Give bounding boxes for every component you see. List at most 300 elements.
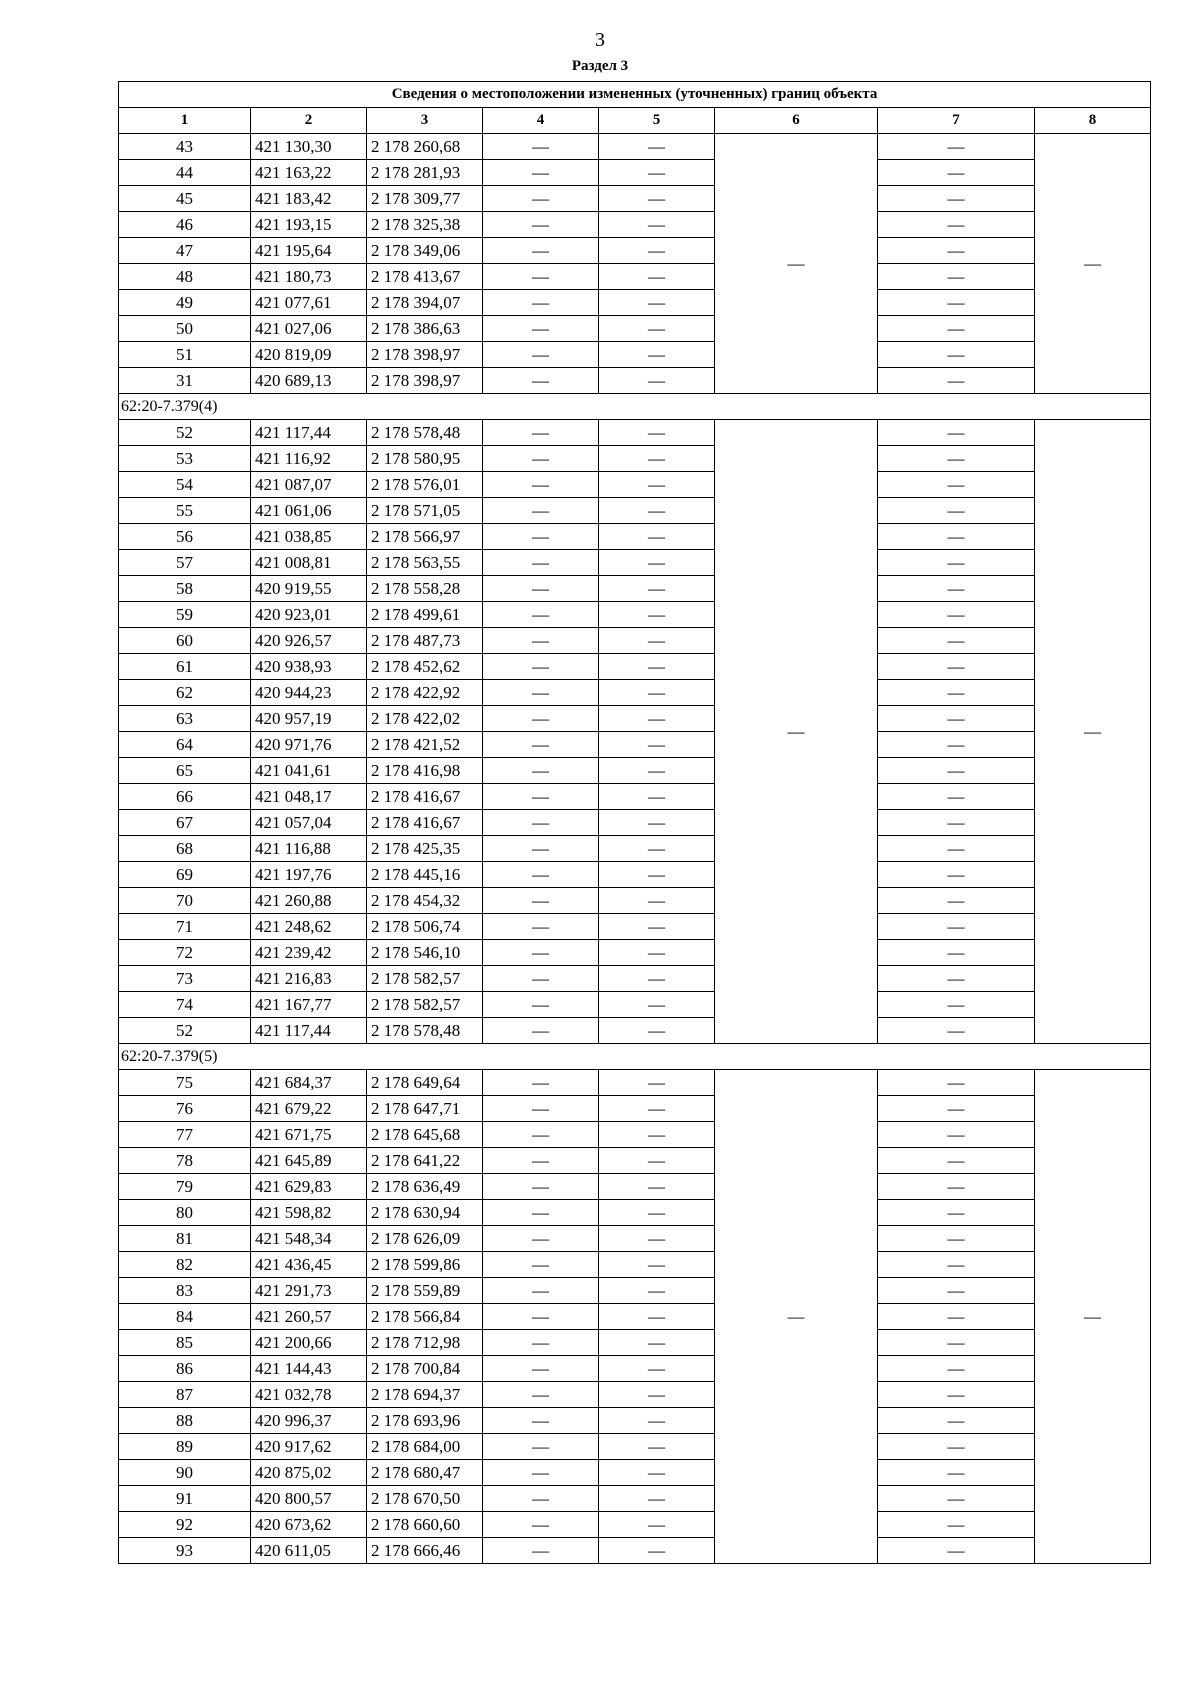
col6-merged-cell: — bbox=[715, 134, 878, 394]
col4-cell: — bbox=[483, 862, 599, 888]
col4-cell: — bbox=[483, 602, 599, 628]
x-coordinate-cell: 421 163,22 bbox=[251, 160, 367, 186]
table-row bbox=[119, 1304, 1151, 1330]
col4-cell: — bbox=[483, 784, 599, 810]
table-row bbox=[119, 1460, 1151, 1486]
point-number-cell: 77 bbox=[119, 1122, 251, 1148]
table-row bbox=[119, 1200, 1151, 1226]
col5-cell: — bbox=[599, 654, 715, 680]
col5-cell: — bbox=[599, 160, 715, 186]
col7-cell: — bbox=[878, 1434, 1035, 1460]
x-coordinate-cell: 420 957,19 bbox=[251, 706, 367, 732]
x-coordinate-cell: 420 875,02 bbox=[251, 1460, 367, 1486]
x-coordinate-cell: 420 611,05 bbox=[251, 1538, 367, 1564]
col7-cell: — bbox=[878, 368, 1035, 394]
point-number-cell: 78 bbox=[119, 1148, 251, 1174]
y-coordinate-cell: 2 178 445,16 bbox=[367, 862, 483, 888]
x-coordinate-cell: 421 200,66 bbox=[251, 1330, 367, 1356]
col4-cell: — bbox=[483, 966, 599, 992]
y-coordinate-cell: 2 178 712,98 bbox=[367, 1330, 483, 1356]
col5-cell: — bbox=[599, 1200, 715, 1226]
point-number-cell: 72 bbox=[119, 940, 251, 966]
col5-cell: — bbox=[599, 914, 715, 940]
point-number-cell: 75 bbox=[119, 1070, 251, 1096]
col5-cell: — bbox=[599, 498, 715, 524]
y-coordinate-cell: 2 178 425,35 bbox=[367, 836, 483, 862]
y-coordinate-cell: 2 178 421,52 bbox=[367, 732, 483, 758]
col7-cell: — bbox=[878, 550, 1035, 576]
point-number-cell: 59 bbox=[119, 602, 251, 628]
x-coordinate-cell: 421 180,73 bbox=[251, 264, 367, 290]
point-number-cell: 58 bbox=[119, 576, 251, 602]
y-coordinate-cell: 2 178 309,77 bbox=[367, 186, 483, 212]
col5-cell: — bbox=[599, 550, 715, 576]
table-row bbox=[119, 810, 1151, 836]
col7-cell: — bbox=[878, 1148, 1035, 1174]
col5-cell: — bbox=[599, 316, 715, 342]
y-coordinate-cell: 2 178 398,97 bbox=[367, 368, 483, 394]
y-coordinate-cell: 2 178 416,98 bbox=[367, 758, 483, 784]
table-row bbox=[119, 654, 1151, 680]
col7-cell: — bbox=[878, 1512, 1035, 1538]
col4-cell: — bbox=[483, 628, 599, 654]
point-number-cell: 90 bbox=[119, 1460, 251, 1486]
table-row bbox=[119, 1512, 1151, 1538]
col7-cell: — bbox=[878, 1174, 1035, 1200]
col7-cell: — bbox=[878, 1304, 1035, 1330]
col5-cell: — bbox=[599, 888, 715, 914]
y-coordinate-cell: 2 178 599,86 bbox=[367, 1252, 483, 1278]
col4-cell: — bbox=[483, 342, 599, 368]
point-number-cell: 50 bbox=[119, 316, 251, 342]
col4-cell: — bbox=[483, 446, 599, 472]
y-coordinate-cell: 2 178 694,37 bbox=[367, 1382, 483, 1408]
y-coordinate-cell: 2 178 281,93 bbox=[367, 160, 483, 186]
point-number-cell: 71 bbox=[119, 914, 251, 940]
col5-cell: — bbox=[599, 472, 715, 498]
col4-cell: — bbox=[483, 1382, 599, 1408]
y-coordinate-cell: 2 178 563,55 bbox=[367, 550, 483, 576]
col7-cell: — bbox=[878, 888, 1035, 914]
table-row bbox=[119, 732, 1151, 758]
col8-merged-cell: — bbox=[1035, 1070, 1151, 1564]
col7-cell: — bbox=[878, 134, 1035, 160]
col7-cell: — bbox=[878, 758, 1035, 784]
point-number-cell: 87 bbox=[119, 1382, 251, 1408]
table-row bbox=[119, 992, 1151, 1018]
x-coordinate-cell: 420 971,76 bbox=[251, 732, 367, 758]
x-coordinate-cell: 421 117,44 bbox=[251, 420, 367, 446]
table-row bbox=[119, 1538, 1151, 1564]
section-title: Раздел 3 bbox=[571, 58, 629, 74]
x-coordinate-cell: 421 216,83 bbox=[251, 966, 367, 992]
y-coordinate-cell: 2 178 582,57 bbox=[367, 992, 483, 1018]
table-row bbox=[119, 186, 1151, 212]
y-coordinate-cell: 2 178 680,47 bbox=[367, 1460, 483, 1486]
y-coordinate-cell: 2 178 506,74 bbox=[367, 914, 483, 940]
point-number-cell: 76 bbox=[119, 1096, 251, 1122]
col5-cell: — bbox=[599, 134, 715, 160]
table-row bbox=[119, 342, 1151, 368]
col7-cell: — bbox=[878, 1382, 1035, 1408]
col7-cell: — bbox=[878, 1330, 1035, 1356]
col7-cell: — bbox=[878, 1486, 1035, 1512]
col4-cell: — bbox=[483, 1486, 599, 1512]
col8-merged-cell: — bbox=[1035, 134, 1151, 394]
x-coordinate-cell: 420 926,57 bbox=[251, 628, 367, 654]
col7-cell: — bbox=[878, 1200, 1035, 1226]
col5-cell: — bbox=[599, 1486, 715, 1512]
y-coordinate-cell: 2 178 260,68 bbox=[367, 134, 483, 160]
x-coordinate-cell: 421 041,61 bbox=[251, 758, 367, 784]
table-row bbox=[119, 212, 1151, 238]
point-number-cell: 56 bbox=[119, 524, 251, 550]
col4-cell: — bbox=[483, 420, 599, 446]
col6-merged-cell: — bbox=[715, 1070, 878, 1564]
x-coordinate-cell: 420 944,23 bbox=[251, 680, 367, 706]
col5-cell: — bbox=[599, 1434, 715, 1460]
x-coordinate-cell: 420 919,55 bbox=[251, 576, 367, 602]
y-coordinate-cell: 2 178 693,96 bbox=[367, 1408, 483, 1434]
table-row bbox=[119, 576, 1151, 602]
col5-cell: — bbox=[599, 212, 715, 238]
y-coordinate-cell: 2 178 454,32 bbox=[367, 888, 483, 914]
x-coordinate-cell: 421 116,88 bbox=[251, 836, 367, 862]
col7-cell: — bbox=[878, 914, 1035, 940]
y-coordinate-cell: 2 178 630,94 bbox=[367, 1200, 483, 1226]
y-coordinate-cell: 2 178 394,07 bbox=[367, 290, 483, 316]
x-coordinate-cell: 421 057,04 bbox=[251, 810, 367, 836]
col7-cell: — bbox=[878, 290, 1035, 316]
col4-cell: — bbox=[483, 238, 599, 264]
col5-cell: — bbox=[599, 940, 715, 966]
y-coordinate-cell: 2 178 546,10 bbox=[367, 940, 483, 966]
table-row bbox=[119, 446, 1151, 472]
col4-cell: — bbox=[483, 1018, 599, 1044]
col7-cell: — bbox=[878, 1252, 1035, 1278]
col4-cell: — bbox=[483, 914, 599, 940]
col4-cell: — bbox=[483, 940, 599, 966]
y-coordinate-cell: 2 178 416,67 bbox=[367, 784, 483, 810]
col4-cell: — bbox=[483, 1070, 599, 1096]
table-row bbox=[119, 238, 1151, 264]
col4-cell: — bbox=[483, 1538, 599, 1564]
col5-cell: — bbox=[599, 810, 715, 836]
table-row bbox=[119, 1252, 1151, 1278]
object-group-row bbox=[119, 1044, 1151, 1070]
table-row bbox=[119, 1018, 1151, 1044]
col4-cell: — bbox=[483, 498, 599, 524]
x-coordinate-cell: 420 800,57 bbox=[251, 1486, 367, 1512]
x-coordinate-cell: 421 032,78 bbox=[251, 1382, 367, 1408]
x-coordinate-cell: 421 679,22 bbox=[251, 1096, 367, 1122]
col7-cell: — bbox=[878, 940, 1035, 966]
col5-cell: — bbox=[599, 1408, 715, 1434]
col5-cell: — bbox=[599, 238, 715, 264]
x-coordinate-cell: 420 938,93 bbox=[251, 654, 367, 680]
col4-cell: — bbox=[483, 524, 599, 550]
col7-cell: — bbox=[878, 238, 1035, 264]
y-coordinate-cell: 2 178 413,67 bbox=[367, 264, 483, 290]
table-row bbox=[119, 758, 1151, 784]
table-row bbox=[119, 680, 1151, 706]
col7-cell: — bbox=[878, 1096, 1035, 1122]
col7-cell: — bbox=[878, 1226, 1035, 1252]
column-number: 8 bbox=[1035, 108, 1151, 134]
col4-cell: — bbox=[483, 186, 599, 212]
table-row bbox=[119, 784, 1151, 810]
table-row bbox=[119, 1330, 1151, 1356]
point-number-cell: 64 bbox=[119, 732, 251, 758]
object-group-row bbox=[119, 394, 1151, 420]
col7-cell: — bbox=[878, 1278, 1035, 1304]
col4-cell: — bbox=[483, 1226, 599, 1252]
y-coordinate-cell: 2 178 558,28 bbox=[367, 576, 483, 602]
y-coordinate-cell: 2 178 641,22 bbox=[367, 1148, 483, 1174]
table-row bbox=[119, 420, 1151, 446]
point-number-cell: 73 bbox=[119, 966, 251, 992]
point-number-cell: 54 bbox=[119, 472, 251, 498]
y-coordinate-cell: 2 178 571,05 bbox=[367, 498, 483, 524]
x-coordinate-cell: 421 260,57 bbox=[251, 1304, 367, 1330]
col4-cell: — bbox=[483, 1252, 599, 1278]
table-row bbox=[119, 888, 1151, 914]
point-number-cell: 84 bbox=[119, 1304, 251, 1330]
x-coordinate-cell: 421 116,92 bbox=[251, 446, 367, 472]
point-number-cell: 46 bbox=[119, 212, 251, 238]
col5-cell: — bbox=[599, 1226, 715, 1252]
y-coordinate-cell: 2 178 559,89 bbox=[367, 1278, 483, 1304]
table-row bbox=[119, 1226, 1151, 1252]
point-number-cell: 68 bbox=[119, 836, 251, 862]
col4-cell: — bbox=[483, 212, 599, 238]
col7-cell: — bbox=[878, 1408, 1035, 1434]
col7-cell: — bbox=[878, 1538, 1035, 1564]
point-number-cell: 52 bbox=[119, 1018, 251, 1044]
table-row bbox=[119, 368, 1151, 394]
col5-cell: — bbox=[599, 1356, 715, 1382]
x-coordinate-cell: 421 183,42 bbox=[251, 186, 367, 212]
col5-cell: — bbox=[599, 628, 715, 654]
col4-cell: — bbox=[483, 134, 599, 160]
col5-cell: — bbox=[599, 602, 715, 628]
col5-cell: — bbox=[599, 1148, 715, 1174]
point-number-cell: 74 bbox=[119, 992, 251, 1018]
col7-cell: — bbox=[878, 966, 1035, 992]
col5-cell: — bbox=[599, 1174, 715, 1200]
col7-cell: — bbox=[878, 498, 1035, 524]
y-coordinate-cell: 2 178 580,95 bbox=[367, 446, 483, 472]
col4-cell: — bbox=[483, 1512, 599, 1538]
col7-cell: — bbox=[878, 316, 1035, 342]
col5-cell: — bbox=[599, 1512, 715, 1538]
col4-cell: — bbox=[483, 1174, 599, 1200]
col4-cell: — bbox=[483, 680, 599, 706]
col5-cell: — bbox=[599, 264, 715, 290]
point-number-cell: 91 bbox=[119, 1486, 251, 1512]
table-row bbox=[119, 524, 1151, 550]
point-number-cell: 83 bbox=[119, 1278, 251, 1304]
table-row bbox=[119, 1382, 1151, 1408]
y-coordinate-cell: 2 178 325,38 bbox=[367, 212, 483, 238]
col7-cell: — bbox=[878, 1460, 1035, 1486]
point-number-cell: 86 bbox=[119, 1356, 251, 1382]
col7-cell: — bbox=[878, 342, 1035, 368]
table-row bbox=[119, 1174, 1151, 1200]
table-caption-row bbox=[119, 82, 1151, 108]
table-row bbox=[119, 472, 1151, 498]
x-coordinate-cell: 420 673,62 bbox=[251, 1512, 367, 1538]
col7-cell: — bbox=[878, 160, 1035, 186]
col4-cell: — bbox=[483, 1200, 599, 1226]
col7-cell: — bbox=[878, 446, 1035, 472]
table-row bbox=[119, 862, 1151, 888]
point-number-cell: 92 bbox=[119, 1512, 251, 1538]
x-coordinate-cell: 421 167,77 bbox=[251, 992, 367, 1018]
x-coordinate-cell: 421 117,44 bbox=[251, 1018, 367, 1044]
col7-cell: — bbox=[878, 472, 1035, 498]
col6-merged-cell: — bbox=[715, 420, 878, 1044]
col4-cell: — bbox=[483, 992, 599, 1018]
point-number-cell: 85 bbox=[119, 1330, 251, 1356]
point-number-cell: 63 bbox=[119, 706, 251, 732]
y-coordinate-cell: 2 178 578,48 bbox=[367, 420, 483, 446]
col7-cell: — bbox=[878, 602, 1035, 628]
col5-cell: — bbox=[599, 966, 715, 992]
col5-cell: — bbox=[599, 680, 715, 706]
point-number-cell: 88 bbox=[119, 1408, 251, 1434]
x-coordinate-cell: 421 645,89 bbox=[251, 1148, 367, 1174]
col5-cell: — bbox=[599, 784, 715, 810]
col5-cell: — bbox=[599, 524, 715, 550]
col4-cell: — bbox=[483, 1460, 599, 1486]
point-number-cell: 89 bbox=[119, 1434, 251, 1460]
col5-cell: — bbox=[599, 290, 715, 316]
x-coordinate-cell: 420 689,13 bbox=[251, 368, 367, 394]
y-coordinate-cell: 2 178 645,68 bbox=[367, 1122, 483, 1148]
x-coordinate-cell: 421 193,15 bbox=[251, 212, 367, 238]
table-row bbox=[119, 628, 1151, 654]
col7-cell: — bbox=[878, 836, 1035, 862]
col5-cell: — bbox=[599, 1382, 715, 1408]
x-coordinate-cell: 421 077,61 bbox=[251, 290, 367, 316]
y-coordinate-cell: 2 178 647,71 bbox=[367, 1096, 483, 1122]
y-coordinate-cell: 2 178 386,63 bbox=[367, 316, 483, 342]
col5-cell: — bbox=[599, 420, 715, 446]
table-row bbox=[119, 1486, 1151, 1512]
col5-cell: — bbox=[599, 368, 715, 394]
col7-cell: — bbox=[878, 992, 1035, 1018]
col7-cell: — bbox=[878, 212, 1035, 238]
col4-cell: — bbox=[483, 1434, 599, 1460]
col5-cell: — bbox=[599, 992, 715, 1018]
x-coordinate-cell: 421 087,07 bbox=[251, 472, 367, 498]
table-row bbox=[119, 160, 1151, 186]
x-coordinate-cell: 421 197,76 bbox=[251, 862, 367, 888]
x-coordinate-cell: 421 598,82 bbox=[251, 1200, 367, 1226]
x-coordinate-cell: 421 048,17 bbox=[251, 784, 367, 810]
column-number: 1 bbox=[119, 108, 251, 134]
object-group-label: 62:20-7.379(4) bbox=[119, 394, 1151, 420]
col7-cell: — bbox=[878, 732, 1035, 758]
table-body bbox=[119, 82, 1151, 1564]
col5-cell: — bbox=[599, 1122, 715, 1148]
y-coordinate-cell: 2 178 666,46 bbox=[367, 1538, 483, 1564]
point-number-cell: 49 bbox=[119, 290, 251, 316]
y-coordinate-cell: 2 178 416,67 bbox=[367, 810, 483, 836]
x-coordinate-cell: 421 239,42 bbox=[251, 940, 367, 966]
y-coordinate-cell: 2 178 566,97 bbox=[367, 524, 483, 550]
point-number-cell: 52 bbox=[119, 420, 251, 446]
table-row bbox=[119, 1096, 1151, 1122]
x-coordinate-cell: 421 130,30 bbox=[251, 134, 367, 160]
table-row bbox=[119, 1278, 1151, 1304]
point-number-cell: 62 bbox=[119, 680, 251, 706]
x-coordinate-cell: 421 548,34 bbox=[251, 1226, 367, 1252]
table-row bbox=[119, 1408, 1151, 1434]
col4-cell: — bbox=[483, 264, 599, 290]
boundary-coordinates-table bbox=[118, 81, 1151, 1564]
y-coordinate-cell: 2 178 684,00 bbox=[367, 1434, 483, 1460]
col7-cell: — bbox=[878, 810, 1035, 836]
col4-cell: — bbox=[483, 290, 599, 316]
page-number: 3 bbox=[595, 29, 605, 51]
col4-cell: — bbox=[483, 1356, 599, 1382]
point-number-cell: 69 bbox=[119, 862, 251, 888]
col4-cell: — bbox=[483, 1148, 599, 1174]
table-row bbox=[119, 264, 1151, 290]
point-number-cell: 80 bbox=[119, 1200, 251, 1226]
table-row bbox=[119, 1356, 1151, 1382]
x-coordinate-cell: 421 671,75 bbox=[251, 1122, 367, 1148]
col7-cell: — bbox=[878, 264, 1035, 290]
col4-cell: — bbox=[483, 888, 599, 914]
table-row bbox=[119, 1434, 1151, 1460]
col5-cell: — bbox=[599, 706, 715, 732]
table-row bbox=[119, 290, 1151, 316]
col4-cell: — bbox=[483, 706, 599, 732]
col5-cell: — bbox=[599, 732, 715, 758]
col7-cell: — bbox=[878, 186, 1035, 212]
y-coordinate-cell: 2 178 422,02 bbox=[367, 706, 483, 732]
col5-cell: — bbox=[599, 342, 715, 368]
y-coordinate-cell: 2 178 566,84 bbox=[367, 1304, 483, 1330]
col5-cell: — bbox=[599, 836, 715, 862]
x-coordinate-cell: 421 684,37 bbox=[251, 1070, 367, 1096]
column-number: 2 bbox=[251, 108, 367, 134]
x-coordinate-cell: 420 819,09 bbox=[251, 342, 367, 368]
point-number-cell: 70 bbox=[119, 888, 251, 914]
col5-cell: — bbox=[599, 1018, 715, 1044]
point-number-cell: 45 bbox=[119, 186, 251, 212]
x-coordinate-cell: 421 008,81 bbox=[251, 550, 367, 576]
table-row bbox=[119, 602, 1151, 628]
point-number-cell: 61 bbox=[119, 654, 251, 680]
table-row bbox=[119, 914, 1151, 940]
point-number-cell: 66 bbox=[119, 784, 251, 810]
y-coordinate-cell: 2 178 499,61 bbox=[367, 602, 483, 628]
point-number-cell: 93 bbox=[119, 1538, 251, 1564]
table-row bbox=[119, 836, 1151, 862]
x-coordinate-cell: 421 436,45 bbox=[251, 1252, 367, 1278]
y-coordinate-cell: 2 178 398,97 bbox=[367, 342, 483, 368]
x-coordinate-cell: 421 061,06 bbox=[251, 498, 367, 524]
column-number: 5 bbox=[599, 108, 715, 134]
y-coordinate-cell: 2 178 660,60 bbox=[367, 1512, 483, 1538]
point-number-cell: 31 bbox=[119, 368, 251, 394]
col4-cell: — bbox=[483, 836, 599, 862]
y-coordinate-cell: 2 178 670,50 bbox=[367, 1486, 483, 1512]
